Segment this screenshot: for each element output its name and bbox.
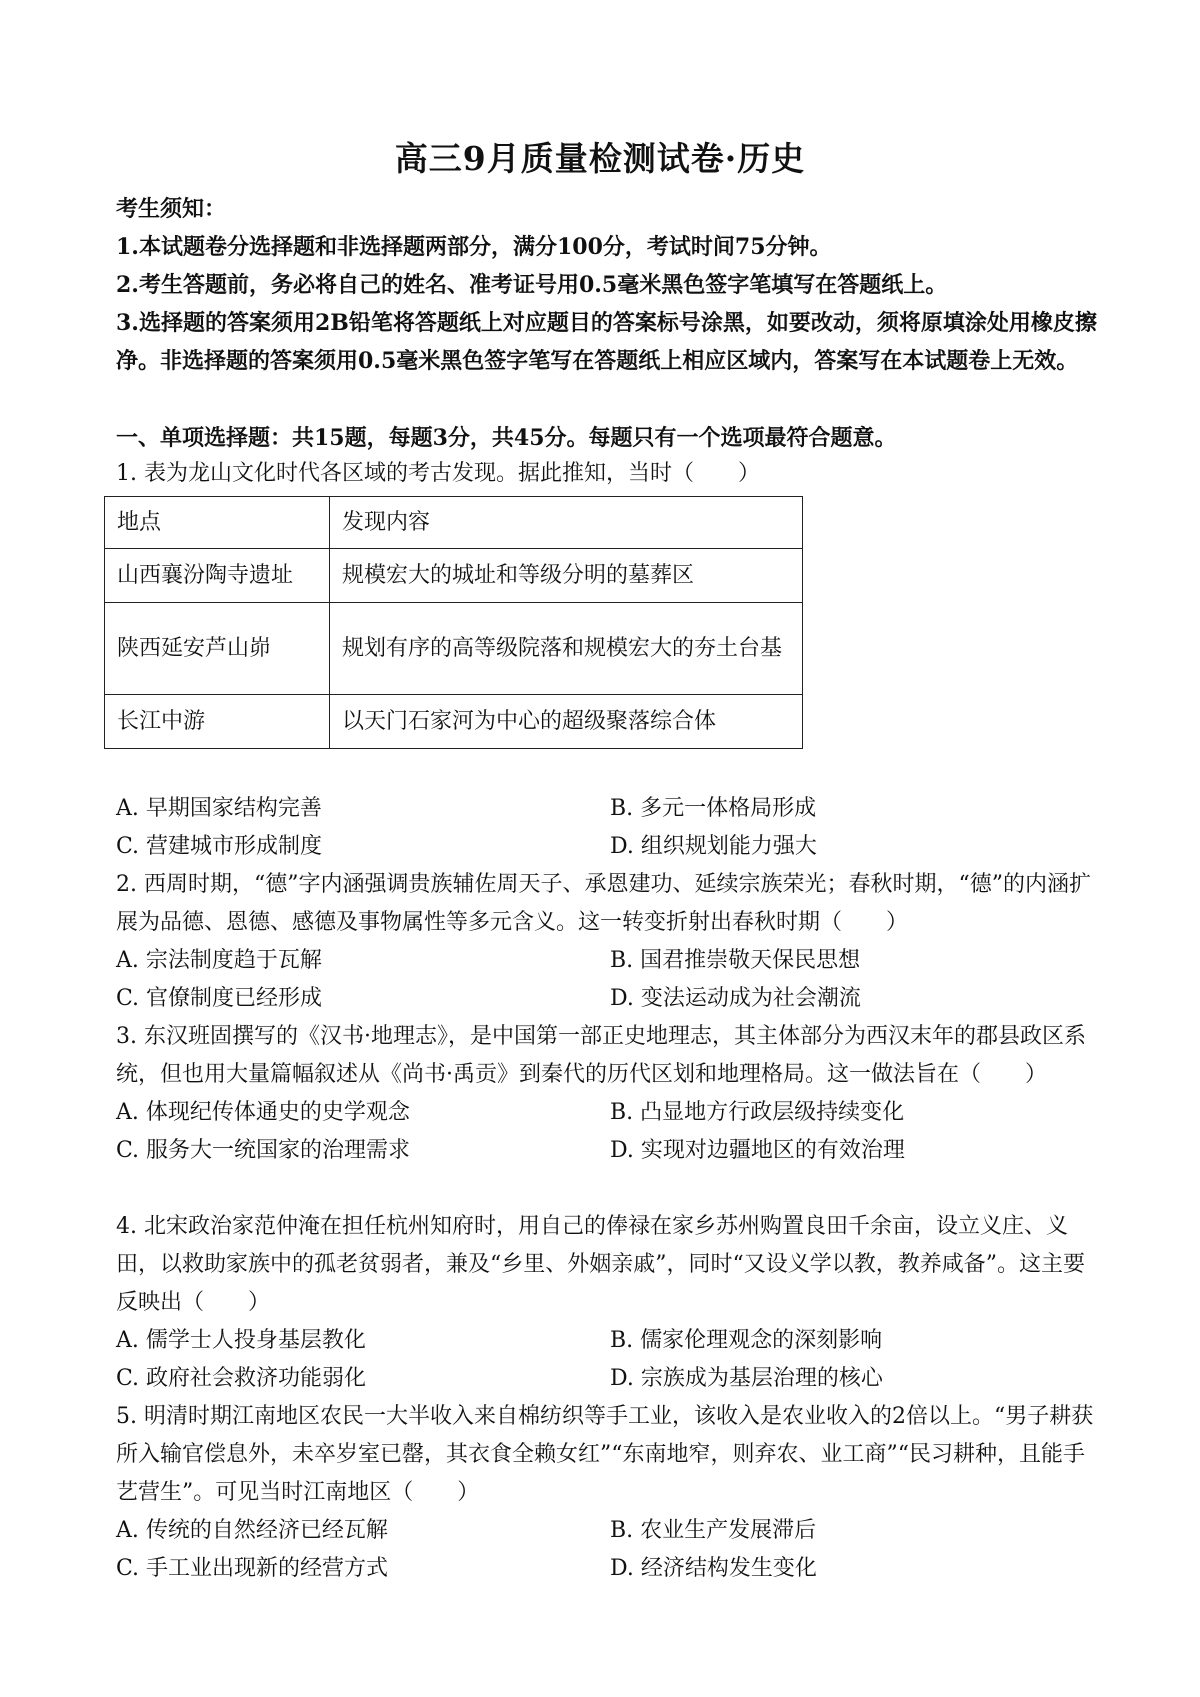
question-1 <box>116 455 1106 493</box>
option-c: C. 政府社会救济功能弱化 <box>116 1366 367 1391</box>
option-c: C. 手工业出现新的经营方式 <box>116 1556 389 1581</box>
options-grid <box>116 790 1106 866</box>
option-d: D. 实现对边疆地区的有效治理 <box>610 1138 905 1163</box>
question-stem: 1. 表为龙山文化时代各区域的考古发现。据此推知，当时（ ） <box>116 461 760 486</box>
notice-heading: 考生须知： <box>116 196 227 222</box>
notice-item: 2.考生答题前，务必将自己的姓名、准考证号用0.5毫米黑色签字笔填写在答题纸上。 <box>116 272 948 298</box>
question-stem: 4. 北宋政治家范仲淹在担任杭州知府时，用自己的俸禄在家乡苏州购置良田千余亩，设立义庄、义田，以救助家族中的孤老贫弱者，兼及“乡里、外姻亲戚”，同时“又设义学以教，教养咸备”。这主要反映出（ ） <box>116 1214 1085 1315</box>
option-d: D. 组织规划能力强大 <box>610 834 817 859</box>
options-grid <box>116 1322 1106 1398</box>
table-cell: 规模宏大的城址和等级分明的墓葬区 <box>330 549 803 603</box>
table-cell: 陕西延安芦山峁 <box>105 603 330 695</box>
table-cell: 长江中游 <box>105 695 330 749</box>
table-cell: 以天门石家河为中心的超级聚落综合体 <box>330 695 803 749</box>
options-grid <box>116 1094 1106 1170</box>
section-heading: 一、单项选择题：共15题，每题3分，共45分。每题只有一个选项最符合题意。 <box>116 425 897 451</box>
option-c: C. 服务大一统国家的治理需求 <box>116 1138 411 1163</box>
page-title: 高三9月质量检测试卷·历史 <box>394 139 806 178</box>
option-b: B. 凸显地方行政层级持续变化 <box>610 1100 905 1125</box>
option-d: D. 宗族成为基层治理的核心 <box>610 1366 883 1391</box>
question-1-options <box>116 790 1106 866</box>
question-4 <box>116 1208 1106 1398</box>
option-b: B. 多元一体格局形成 <box>610 796 817 821</box>
option-a: A. 儒学士人投身基层教化 <box>116 1328 366 1353</box>
notice-item: 3.选择题的答案须用2B铅笔将答题纸上对应题目的答案标号涂黑，如要改动，须将原填涂处用橡皮擦净。非选择题的答案须用0.5毫米黑色签字笔写在答题纸上相应区域内，答案写在本试题卷上无效。 <box>116 310 1097 374</box>
option-b: B. 儒家伦理观念的深刻影响 <box>610 1328 883 1353</box>
table-header-cell: 发现内容 <box>330 497 803 549</box>
question-2 <box>116 866 1106 1018</box>
archaeology-table <box>104 496 803 749</box>
option-c: C. 官僚制度已经形成 <box>116 986 323 1011</box>
question-stem: 3. 东汉班固撰写的《汉书·地理志》，是中国第一部正史地理志，其主体部分为西汉末年的郡县政区系统，但也用大量篇幅叙述从《尚书·禹贡》到秦代的历代区划和地理格局。这一做法旨在（ ） <box>116 1024 1086 1087</box>
options-grid <box>116 942 1106 1018</box>
option-a: A. 体现纪传体通史的史学观念 <box>116 1100 410 1125</box>
option-d: D. 经济结构发生变化 <box>610 1556 817 1581</box>
table-row <box>105 695 803 749</box>
exam-notice <box>116 190 1106 380</box>
option-b: B. 国君推崇敬天保民思想 <box>610 948 861 973</box>
question-5 <box>116 1398 1106 1588</box>
table-cell: 规划有序的高等级院落和规模宏大的夯土台基 <box>330 603 803 695</box>
option-a: A. 传统的自然经济已经瓦解 <box>116 1518 388 1543</box>
option-a: A. 早期国家结构完善 <box>116 796 322 821</box>
table-cell: 山西襄汾陶寺遗址 <box>105 549 330 603</box>
table-header-row <box>105 497 803 549</box>
option-b: B. 农业生产发展滞后 <box>610 1518 817 1543</box>
question-3 <box>116 1018 1106 1170</box>
option-d: D. 变法运动成为社会潮流 <box>610 986 861 1011</box>
notice-item: 1.本试题卷分选择题和非选择题两部分，满分100分，考试时间75分钟。 <box>116 234 832 260</box>
question-stem: 2. 西周时期，“德”字内涵强调贵族辅佐周天子、承恩建功、延续宗族荣光；春秋时期，“德”的内涵扩展为品德、恩德、感德及事物属性等多元含义。这一转变折射出春秋时期（ ） <box>116 872 1091 935</box>
option-a: A. 宗法制度趋于瓦解 <box>116 948 322 973</box>
table-row <box>105 549 803 603</box>
options-grid <box>116 1512 1106 1588</box>
question-stem: 5. 明清时期江南地区农民一大半收入来自棉纺织等手工业，该收入是农业收入的2倍以上。“男子耕获所入输官偿息外，未卒岁室已罄，其衣食全赖女红”“东南地窄，则弃农、业工商”“民习耕种，且能手艺营生”。可见当时江南地区（ ） <box>116 1404 1094 1505</box>
table-row <box>105 603 803 695</box>
option-c: C. 营建城市形成制度 <box>116 834 323 859</box>
table-header-cell: 地点 <box>105 497 330 549</box>
